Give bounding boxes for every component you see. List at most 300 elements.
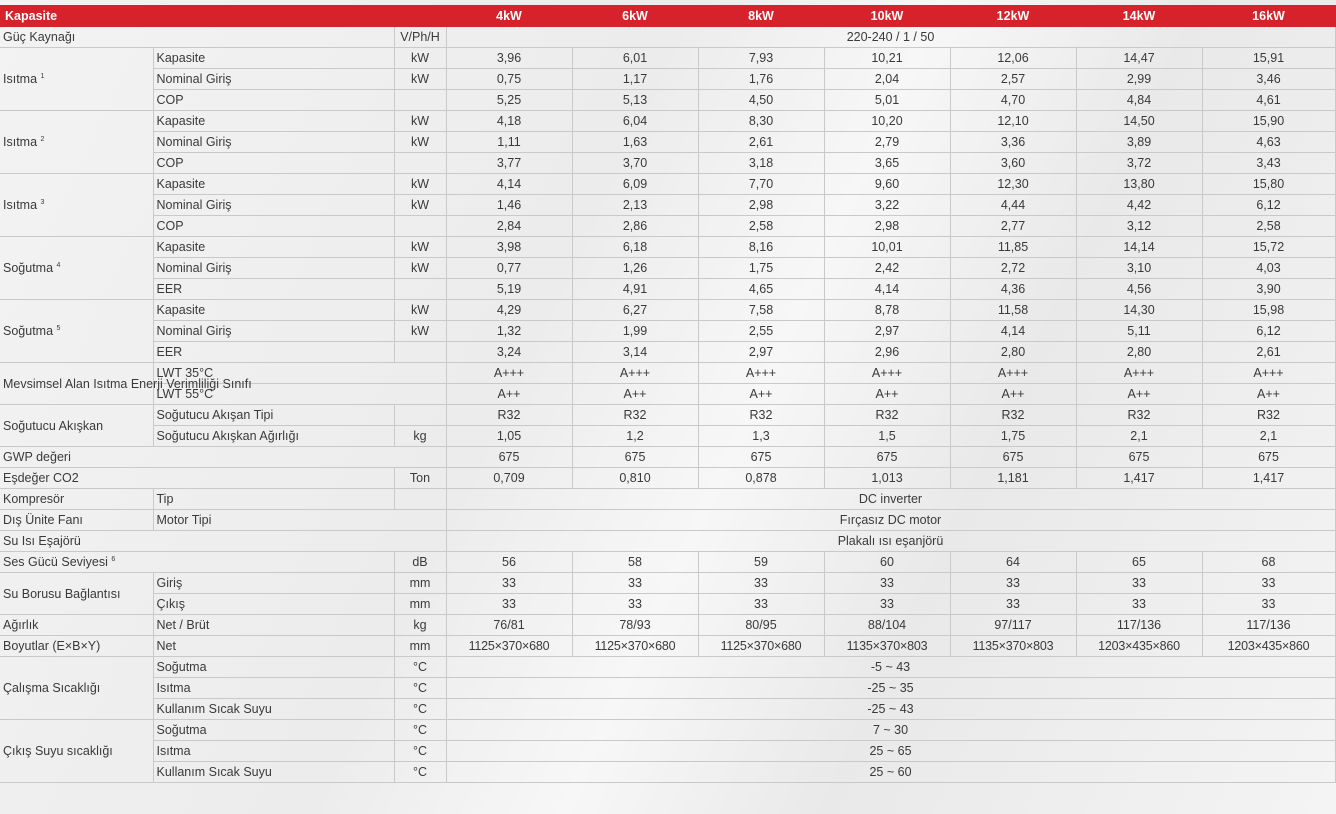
value-cell: 5,11: [1076, 321, 1202, 342]
row-unit: kg: [394, 426, 446, 447]
row-unit: °C: [394, 699, 446, 720]
group-label: [0, 111, 153, 174]
row-unit: [394, 216, 446, 237]
value-cell: 11,58: [950, 300, 1076, 321]
value-cell: 9,60: [824, 174, 950, 195]
perf-row: [0, 258, 1335, 279]
row-sublabel: Kapasite: [153, 237, 394, 258]
exchanger-row: [0, 531, 1335, 552]
value-cell: 3,70: [572, 153, 698, 174]
value-cell: 3,14: [572, 342, 698, 363]
value-cell: 33: [572, 573, 698, 594]
row-sublabel: Motor Tipi: [153, 510, 446, 531]
value-cell: 3,60: [950, 153, 1076, 174]
value-cell: 76/81: [446, 615, 572, 636]
row-unit: kg: [394, 615, 446, 636]
value-cell: 33: [824, 573, 950, 594]
value-cell: A+++: [950, 363, 1076, 384]
footnote-marker: 5: [56, 324, 61, 332]
value-cell: 33: [698, 594, 824, 615]
value-cell: 675: [1202, 447, 1335, 468]
perf-row: [0, 216, 1335, 237]
footnote-marker: 2: [40, 135, 45, 143]
value-cell: 10,21: [824, 48, 950, 69]
perf-row: [0, 237, 1335, 258]
value-cell: 5,25: [446, 90, 572, 111]
dims-row: [0, 636, 1335, 657]
value-cell: 1,26: [572, 258, 698, 279]
value-cell: 1125×370×680: [446, 636, 572, 657]
value-cell: 2,96: [824, 342, 950, 363]
row-sublabel: COP: [153, 216, 394, 237]
value-cell: 1,2: [572, 426, 698, 447]
row-sublabel: Soğutucu Akışkan Ağırlığı: [153, 426, 394, 447]
group-label: GWP değeri: [0, 447, 446, 468]
span-value: 25 ~ 65: [446, 741, 1335, 762]
value-cell: 2,97: [824, 321, 950, 342]
row-sublabel: Giriş: [153, 573, 394, 594]
row-sublabel: Kapasite: [153, 48, 394, 69]
value-cell: 4,65: [698, 279, 824, 300]
power-label: Güç Kaynağı: [0, 27, 394, 48]
value-cell: 2,42: [824, 258, 950, 279]
value-cell: 2,98: [824, 216, 950, 237]
header-row: [0, 5, 1335, 27]
model-header: 12kW: [950, 5, 1076, 27]
span-value: -5 ~ 43: [446, 657, 1335, 678]
span-value: -25 ~ 35: [446, 678, 1335, 699]
value-cell: 2,77: [950, 216, 1076, 237]
value-cell: 14,47: [1076, 48, 1202, 69]
temp-row: [0, 699, 1335, 720]
value-cell: 675: [698, 447, 824, 468]
row-unit: [394, 489, 446, 510]
pipe-row: [0, 573, 1335, 594]
value-cell: A++: [446, 384, 572, 405]
value-cell: 5,19: [446, 279, 572, 300]
value-cell: 3,24: [446, 342, 572, 363]
perf-row: [0, 153, 1335, 174]
perf-row: [0, 69, 1335, 90]
row-sublabel: Kullanım Sıcak Suyu: [153, 762, 394, 783]
row-unit: kW: [394, 69, 446, 90]
perf-row: [0, 342, 1335, 363]
value-cell: 33: [1076, 573, 1202, 594]
value-cell: 1,417: [1202, 468, 1335, 489]
value-cell: 2,80: [1076, 342, 1202, 363]
row-unit: kW: [394, 300, 446, 321]
row-sublabel: Kapasite: [153, 174, 394, 195]
row-sublabel: Tip: [153, 489, 394, 510]
weight-row: [0, 615, 1335, 636]
value-cell: 56: [446, 552, 572, 573]
row-sublabel: Nominal Giriş: [153, 258, 394, 279]
row-unit: °C: [394, 762, 446, 783]
value-cell: 64: [950, 552, 1076, 573]
value-cell: 2,99: [1076, 69, 1202, 90]
value-cell: 3,10: [1076, 258, 1202, 279]
value-cell: 12,06: [950, 48, 1076, 69]
value-cell: A+++: [572, 363, 698, 384]
value-cell: R32: [1202, 405, 1335, 426]
value-cell: 4,29: [446, 300, 572, 321]
value-cell: 6,12: [1202, 195, 1335, 216]
group-label: [0, 720, 153, 783]
value-cell: 11,85: [950, 237, 1076, 258]
value-cell: 8,30: [698, 111, 824, 132]
spec-table: [0, 5, 1336, 783]
row-sublabel: Soğutma: [153, 657, 394, 678]
value-cell: 3,89: [1076, 132, 1202, 153]
value-cell: 33: [1202, 573, 1335, 594]
value-cell: 10,01: [824, 237, 950, 258]
value-cell: A+++: [446, 363, 572, 384]
value-cell: 3,90: [1202, 279, 1335, 300]
value-cell: 2,84: [446, 216, 572, 237]
value-cell: 5,13: [572, 90, 698, 111]
value-cell: 2,98: [698, 195, 824, 216]
value-cell: A++: [572, 384, 698, 405]
perf-row: [0, 48, 1335, 69]
row-sublabel: LWT 55°C: [153, 384, 446, 405]
value-cell: 3,77: [446, 153, 572, 174]
value-cell: 1,181: [950, 468, 1076, 489]
model-header: 14kW: [1076, 5, 1202, 27]
row-unit: kW: [394, 258, 446, 279]
value-cell: 4,70: [950, 90, 1076, 111]
row-sublabel: Isıtma: [153, 678, 394, 699]
value-cell: 65: [1076, 552, 1202, 573]
row-unit: kW: [394, 321, 446, 342]
value-cell: 2,72: [950, 258, 1076, 279]
value-cell: 1,32: [446, 321, 572, 342]
group-label: Ağırlık: [0, 615, 153, 636]
value-cell: 7,58: [698, 300, 824, 321]
value-cell: 1125×370×680: [698, 636, 824, 657]
value-cell: 15,80: [1202, 174, 1335, 195]
model-header: 16kW: [1202, 5, 1335, 27]
value-cell: 3,96: [446, 48, 572, 69]
value-cell: 1135×370×803: [824, 636, 950, 657]
value-cell: 4,14: [950, 321, 1076, 342]
seasonal-row: [0, 363, 1335, 384]
group-label-text: Mevsimsel Alan Isıtma Enerji Verimliliği Sınıfı: [3, 376, 252, 391]
footnote-marker: 4: [56, 261, 61, 269]
perf-row: [0, 195, 1335, 216]
row-unit: [394, 342, 446, 363]
row-sublabel: Net: [153, 636, 394, 657]
row-sublabel: Net / Brüt: [153, 615, 394, 636]
value-cell: R32: [572, 405, 698, 426]
value-cell: 1125×370×680: [572, 636, 698, 657]
span-value: 25 ~ 60: [446, 762, 1335, 783]
value-cell: R32: [1076, 405, 1202, 426]
value-cell: 1,75: [698, 258, 824, 279]
value-cell: 3,12: [1076, 216, 1202, 237]
temp-row: [0, 678, 1335, 699]
group-label-text: Çıkış Suyu sıcaklığı: [3, 744, 113, 758]
value-cell: 0,810: [572, 468, 698, 489]
value-cell: 1203×435×860: [1202, 636, 1335, 657]
value-cell: 33: [950, 573, 1076, 594]
row-sublabel: Kapasite: [153, 300, 394, 321]
power-row: [0, 27, 1335, 48]
footnote-marker: 1: [40, 72, 45, 80]
row-unit: °C: [394, 720, 446, 741]
value-cell: 68: [1202, 552, 1335, 573]
value-cell: 4,44: [950, 195, 1076, 216]
value-cell: 15,98: [1202, 300, 1335, 321]
value-cell: 3,18: [698, 153, 824, 174]
row-unit: kW: [394, 195, 446, 216]
value-cell: R32: [698, 405, 824, 426]
value-cell: 1,013: [824, 468, 950, 489]
value-cell: 2,97: [698, 342, 824, 363]
value-cell: 1135×370×803: [950, 636, 1076, 657]
perf-row: [0, 321, 1335, 342]
value-cell: 15,90: [1202, 111, 1335, 132]
group-label: [0, 573, 153, 615]
value-cell: 4,84: [1076, 90, 1202, 111]
value-cell: 5,01: [824, 90, 950, 111]
row-unit: [394, 279, 446, 300]
row-sublabel: Soğutma: [153, 720, 394, 741]
value-cell: 7,93: [698, 48, 824, 69]
value-cell: 2,58: [1202, 216, 1335, 237]
value-cell: 10,20: [824, 111, 950, 132]
value-cell: 3,46: [1202, 69, 1335, 90]
value-cell: 0,75: [446, 69, 572, 90]
value-cell: 2,61: [698, 132, 824, 153]
model-header: 10kW: [824, 5, 950, 27]
value-cell: 675: [1076, 447, 1202, 468]
perf-row: [0, 300, 1335, 321]
value-cell: 2,13: [572, 195, 698, 216]
value-cell: 4,50: [698, 90, 824, 111]
value-cell: 3,98: [446, 237, 572, 258]
value-cell: 1,99: [572, 321, 698, 342]
row-sublabel: Kapasite: [153, 111, 394, 132]
value-cell: 4,14: [824, 279, 950, 300]
value-cell: 4,63: [1202, 132, 1335, 153]
row-sublabel: Nominal Giriş: [153, 132, 394, 153]
value-cell: 2,61: [1202, 342, 1335, 363]
row-unit: kW: [394, 111, 446, 132]
sound-row: [0, 552, 1335, 573]
group-label: [0, 405, 153, 447]
value-cell: 12,10: [950, 111, 1076, 132]
group-label-text: Çalışma Sıcaklığı: [3, 681, 101, 695]
perf-row: [0, 111, 1335, 132]
value-cell: 33: [698, 573, 824, 594]
value-cell: 14,30: [1076, 300, 1202, 321]
value-cell: 1,46: [446, 195, 572, 216]
value-cell: 33: [1076, 594, 1202, 615]
value-cell: 80/95: [698, 615, 824, 636]
group-label: [0, 300, 153, 363]
pipe-row: [0, 594, 1335, 615]
refrigerant-row: [0, 405, 1335, 426]
value-cell: 2,79: [824, 132, 950, 153]
value-cell: 4,03: [1202, 258, 1335, 279]
row-sublabel: Isıtma: [153, 741, 394, 762]
seasonal-row: [0, 384, 1335, 405]
row-sublabel: Nominal Giriş: [153, 69, 394, 90]
value-cell: 59: [698, 552, 824, 573]
value-cell: 33: [950, 594, 1076, 615]
value-cell: 2,57: [950, 69, 1076, 90]
value-cell: 2,86: [572, 216, 698, 237]
value-cell: 0,77: [446, 258, 572, 279]
value-cell: 14,50: [1076, 111, 1202, 132]
value-cell: 12,30: [950, 174, 1076, 195]
value-cell: 7,70: [698, 174, 824, 195]
model-header: 4kW: [446, 5, 572, 27]
value-cell: A+++: [1076, 363, 1202, 384]
value-cell: 4,36: [950, 279, 1076, 300]
row-sublabel: Nominal Giriş: [153, 195, 394, 216]
fan-row: [0, 510, 1335, 531]
span-value: Fırçasız DC motor: [446, 510, 1335, 531]
group-label-text: Soğutma: [3, 261, 54, 275]
span-value: Plakalı ısı eşanjörü: [446, 531, 1335, 552]
value-cell: 1,75: [950, 426, 1076, 447]
value-cell: 58: [572, 552, 698, 573]
group-label: Boyutlar (E×B×Y): [0, 636, 153, 657]
row-sublabel: COP: [153, 90, 394, 111]
row-sublabel: LWT 35°C: [153, 363, 446, 384]
row-unit: mm: [394, 573, 446, 594]
value-cell: R32: [824, 405, 950, 426]
span-value: DC inverter: [446, 489, 1335, 510]
row-sublabel: EER: [153, 279, 394, 300]
row-unit: dB: [394, 552, 446, 573]
group-label-text: Isıtma: [3, 135, 38, 149]
value-cell: 33: [446, 573, 572, 594]
perf-row: [0, 90, 1335, 111]
row-unit: kW: [394, 132, 446, 153]
value-cell: 6,27: [572, 300, 698, 321]
value-cell: 15,91: [1202, 48, 1335, 69]
value-cell: 1203×435×860: [1076, 636, 1202, 657]
value-cell: R32: [446, 405, 572, 426]
group-label-text: Isıtma: [3, 198, 38, 212]
model-header: 8kW: [698, 5, 824, 27]
value-cell: 3,36: [950, 132, 1076, 153]
power-unit: V/Ph/H: [394, 27, 446, 48]
group-label-text: Ses Gücü Seviyesi: [3, 555, 108, 569]
value-cell: 675: [824, 447, 950, 468]
value-cell: 14,14: [1076, 237, 1202, 258]
value-cell: 2,1: [1076, 426, 1202, 447]
value-cell: 6,12: [1202, 321, 1335, 342]
value-cell: 675: [572, 447, 698, 468]
row-sublabel: Nominal Giriş: [153, 321, 394, 342]
value-cell: 6,04: [572, 111, 698, 132]
value-cell: A+++: [698, 363, 824, 384]
value-cell: A++: [1202, 384, 1335, 405]
row-sublabel: Çıkış: [153, 594, 394, 615]
group-label: Eşdeğer CO2: [0, 468, 394, 489]
value-cell: 2,80: [950, 342, 1076, 363]
value-cell: 4,42: [1076, 195, 1202, 216]
value-cell: A+++: [824, 363, 950, 384]
perf-row: [0, 132, 1335, 153]
value-cell: 1,417: [1076, 468, 1202, 489]
temp-row: [0, 720, 1335, 741]
value-cell: 1,63: [572, 132, 698, 153]
value-cell: 3,65: [824, 153, 950, 174]
group-label: [0, 552, 394, 573]
temp-row: [0, 657, 1335, 678]
row-sublabel: EER: [153, 342, 394, 363]
group-label-text: Isıtma: [3, 72, 38, 86]
gwp-row: [0, 447, 1335, 468]
span-value: -25 ~ 43: [446, 699, 1335, 720]
value-cell: 117/136: [1076, 615, 1202, 636]
group-label-text: Soğutma: [3, 324, 54, 338]
value-cell: A++: [824, 384, 950, 405]
group-label: Su Isı Eşajörü: [0, 531, 446, 552]
value-cell: 33: [446, 594, 572, 615]
span-value: 7 ~ 30: [446, 720, 1335, 741]
group-label: [0, 48, 153, 111]
power-value: 220-240 / 1 / 50: [446, 27, 1335, 48]
group-label-text: Su Borusu Bağlantısı: [3, 586, 121, 601]
value-cell: 15,72: [1202, 237, 1335, 258]
row-unit: [394, 153, 446, 174]
header-title: Kapasite: [0, 5, 446, 27]
group-label: [0, 657, 153, 720]
perf-row: [0, 279, 1335, 300]
value-cell: 4,56: [1076, 279, 1202, 300]
row-sublabel: Kullanım Sıcak Suyu: [153, 699, 394, 720]
value-cell: 2,1: [1202, 426, 1335, 447]
row-unit: °C: [394, 741, 446, 762]
value-cell: 60: [824, 552, 950, 573]
value-cell: 1,76: [698, 69, 824, 90]
row-sublabel: Soğutucu Akışan Tipi: [153, 405, 394, 426]
value-cell: 4,61: [1202, 90, 1335, 111]
value-cell: A++: [698, 384, 824, 405]
value-cell: 3,43: [1202, 153, 1335, 174]
row-unit: mm: [394, 594, 446, 615]
row-unit: °C: [394, 657, 446, 678]
group-label: Kompresör: [0, 489, 153, 510]
row-sublabel: COP: [153, 153, 394, 174]
temp-row: [0, 762, 1335, 783]
value-cell: 8,16: [698, 237, 824, 258]
group-label: [0, 174, 153, 237]
value-cell: 4,18: [446, 111, 572, 132]
footnote-marker: 6: [111, 555, 116, 563]
co2-row: [0, 468, 1335, 489]
value-cell: R32: [950, 405, 1076, 426]
row-unit: kW: [394, 48, 446, 69]
row-unit: mm: [394, 636, 446, 657]
value-cell: 97/117: [950, 615, 1076, 636]
value-cell: 4,91: [572, 279, 698, 300]
row-unit: kW: [394, 174, 446, 195]
value-cell: A++: [950, 384, 1076, 405]
value-cell: 4,14: [446, 174, 572, 195]
row-unit: [394, 90, 446, 111]
value-cell: 13,80: [1076, 174, 1202, 195]
value-cell: 0,878: [698, 468, 824, 489]
value-cell: 1,17: [572, 69, 698, 90]
compressor-row: [0, 489, 1335, 510]
row-unit: kW: [394, 237, 446, 258]
